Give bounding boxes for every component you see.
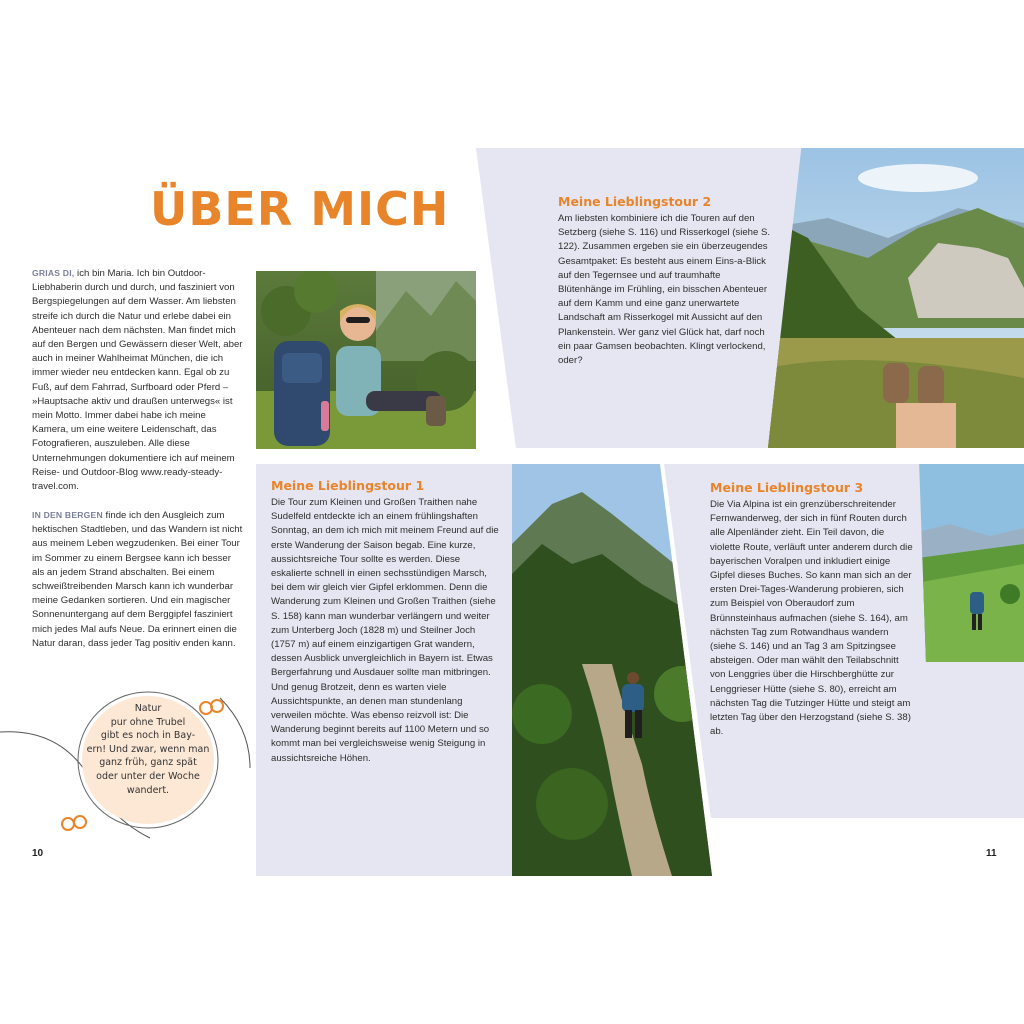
tour3-block: [710, 480, 916, 739]
page-number-left: 10: [32, 848, 44, 859]
maria-portrait-photo: [256, 271, 476, 449]
tour2-text: Am liebsten kombiniere ich die Touren auf den Setzberg (siehe S. 116) und Risserkogel (siehe S. 122). Zusammen ergeben sie ein überzeugendes Gesamtpaket: Es besteht aus einem Eins-a-Blick auf den Tegernsee und auf traumhafte Blütenhänge im Frühling, ein bisschen Abenteuer auf dem Kamm und eine ganz unerwartete Landschaft am Risserkogel mit Aussicht auf den Plankenstein. Wer ganz viel Glück hat, darf noch ein paar Gamsen beobachten. Klingt verlockend, oder?: [558, 213, 771, 367]
page-number-right: 11: [986, 848, 997, 859]
tour1-text: Die Tour zum Kleinen und Großen Traithen nahe Sudelfeld entdeckte ich an einem frühlingshaften Sonntag, an dem ich mich mit meinem Freund auf die erste Wanderung der Saison begab. Eine kurze, aussichtsreiche Tour sollte es werden. Diese eskalierte schnell in einen sechsstündigen Marsch, bei dem wir gleich vier Gipfel erklommen. Denn die Wanderung zum Kleinen und Großen Traithen (siehe S. 158) kann man wunderbar verlängern und weiter zum Unterberg Joch (1828 m) und Steilner Joch (1757 m) auf einem einzigartigen Grat wandern, dessen Ausblick unvergleichlich in Bayern ist. Etwas Bergerfahrung und Ausdauer sollte man mitbringen. Und genug Brotzeit, denn es warten viele Aussichtspunkte, an denen man stundenlang verweilen möchte. Was ebenso reizvoll ist: Die Wanderung beginnt bereits auf 1100 Metern und so kommt man bei vergleichsweise wenig Steigung in aussichtsreiche Höhen.: [271, 497, 499, 764]
quote-text: Natur pur ohne Trubel gibt es noch in Bay- ern! Und zwar, wenn man ganz früh, ganz spät oder unter der Woche wandert.: [86, 703, 210, 796]
page-title: ÜBER MICH: [150, 182, 450, 236]
tour3-text: Die Via Alpina ist ein grenzüberschreitender Fernwanderweg, der sich in fünf Routen durch alle Alpenländer zieht. Ein Teil davon, die violette Route, verläuft unter anderem durch die bayerischen Voralpen und inkludiert einige Gipfel dieses Buches. So kann man sich an der ersten Drei-Tages-Wanderung probieren, sich zum Beispiel von Oberaudorf zum Brünnsteinhaus aufmachen (siehe S. 164), am nächsten Tag zum Rotwandhaus wandern (siehe S. 146) und an Tag 3 am Spitzingsee absteigen. Oder man wählt den Teilabschnitt von Lenggries über die Hirschberghütte zur Lenggrieser Hütte (siehe S. 80), erreicht am nächsten Tag die Tutzinger Hütte und steigt am letzten Tag über den Herzogstand (siehe S. 38) ab.: [710, 499, 913, 738]
intro-text: ich bin Maria. Ich bin Outdoor-Liebhaberin durch und durch, und fasziniert von Bergspiegelungen auf dem Wasser. Am liebsten streife ich durch die Natur und erlebe dabei ein Abenteuer nach dem nächsten. Man findet mich auf den Bergen und Gewässern dieser Welt, aber auch in meiner Wahlheimat München, die ich immer wieder neu entdecken kann. Egal ob zu Fuß, auf dem Fahrrad, Surfboard oder Pferd – »Hauptsache aktiv und draußen unterwegs« ist mein Motto. Immer dabei habe ich meine Kamera, um eine weitere Leidenschaft, das Fotografieren, auszuleben. Alle diese Unternehmungen dokumentiere ich auf meinem Reise- und Outdoor-Blog www.ready-steady-travel.com.: [32, 268, 243, 493]
mountains-lead: IN DEN BERGEN: [32, 510, 103, 520]
intro-lead: GRIAS DI,: [32, 268, 75, 278]
mountains-text: finde ich den Ausgleich zum hektischen Stadtleben, und das Wandern ist nicht aus meinem Leben wegzudenken. Bei einer Tour im Sommer zu einem Bergsee kann ich besser als an jedem Strand abschalten. Bei einem schweißtreibenden Marsch kann ich wunderbar meine Gedanken sortieren. Und ein magischer Sonnenuntergang auf dem Berggipfel fasziniert mich jedes Mal aufs Neue. Da erinnert einen die Natur daran, dass jeder Tag positiv enden kann.: [32, 510, 243, 649]
mountains-paragraph: [32, 508, 244, 651]
tour3-photo: [910, 464, 1024, 662]
tour2-heading: Meine Lieblingstour 2: [558, 194, 712, 209]
intro-paragraph: [32, 266, 244, 494]
tour1-heading: Meine Lieblingstour 1: [271, 478, 425, 493]
tour2-photo: [768, 148, 1024, 448]
tour1-block: [271, 478, 499, 766]
quote-bubble: [0, 688, 260, 848]
tour2-block: [558, 194, 772, 368]
tour3-heading: Meine Lieblingstour 3: [710, 480, 864, 495]
